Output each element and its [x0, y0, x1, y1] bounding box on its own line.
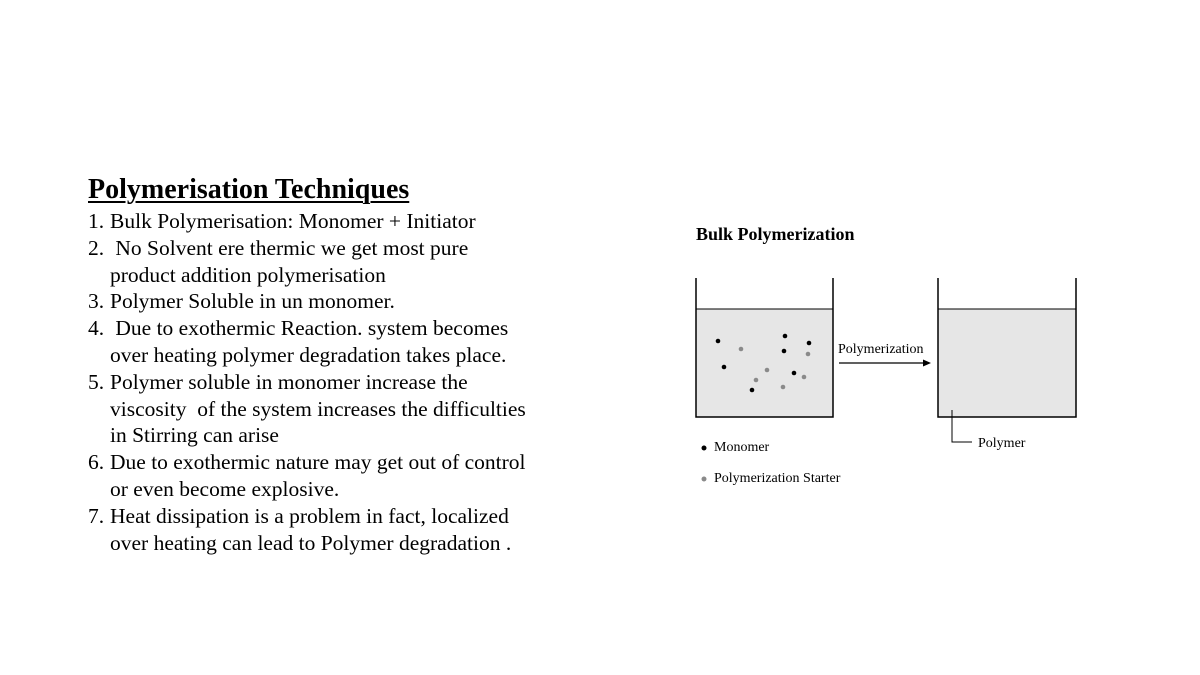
technique-list	[88, 208, 558, 556]
legend-monomer-label: Monomer	[714, 440, 770, 455]
item-text	[110, 315, 508, 369]
list-item	[88, 449, 558, 503]
item-number: 6.	[88, 450, 105, 475]
starter-dot	[754, 378, 759, 383]
monomer-dot	[722, 365, 727, 370]
item-line: over heating can lead to Polymer degradation .	[110, 530, 512, 555]
monomer-dot	[807, 341, 812, 346]
item-text	[110, 208, 476, 235]
item-number: 1.	[88, 209, 105, 233]
bulk-polymerization-diagram	[680, 220, 1100, 500]
item-number: 3.	[88, 289, 105, 314]
list-item	[88, 208, 558, 235]
legend-starter-marker	[702, 477, 707, 482]
list-item	[88, 369, 558, 449]
item-text	[110, 369, 526, 449]
item-text	[110, 235, 468, 289]
legend-starter-label: Polymerization Starter	[714, 471, 841, 486]
item-number: 2.	[88, 235, 105, 260]
starter-dot	[802, 375, 807, 380]
item-line: No Solvent ere thermic we get most pure	[110, 235, 469, 260]
item-line: Bulk Polymerisation: Monomer + Initiator	[110, 209, 476, 233]
monomer-dot	[716, 339, 721, 344]
starter-dot	[739, 347, 744, 352]
starter-dot	[806, 352, 811, 357]
list-item	[88, 288, 558, 315]
item-text	[110, 503, 511, 557]
diagram-graphic	[680, 220, 1100, 500]
arrow-label: Polymerization	[838, 342, 924, 357]
monomer-dot	[750, 388, 755, 393]
monomer-fill	[696, 309, 833, 417]
item-line: over heating polymer degradation takes place.	[110, 342, 507, 367]
item-line: Due to exothermic nature may get out of control	[110, 450, 526, 475]
item-line: Heat dissipation is a problem in fact, localized	[110, 503, 509, 528]
item-number: 5.	[88, 369, 105, 394]
legend-monomer-marker	[702, 446, 707, 451]
item-text	[110, 449, 526, 503]
arrow-head	[923, 360, 931, 367]
item-line: Due to exothermic Reaction. system becomes	[110, 316, 509, 341]
item-number: 4.	[88, 316, 105, 341]
item-line: Polymer soluble in monomer increase the	[110, 369, 468, 394]
item-line: in Stirring can arise	[110, 423, 279, 448]
item-line: viscosity of the system increases the difficulties	[110, 396, 526, 421]
list-item	[88, 235, 558, 289]
item-line: Polymer Soluble in un monomer.	[110, 289, 395, 314]
item-number: 7.	[88, 503, 105, 528]
list-item	[88, 315, 558, 369]
starter-dot	[765, 368, 770, 373]
diagram-title: Bulk Polymerization	[696, 224, 855, 244]
polymer-fill	[938, 309, 1076, 417]
item-text	[110, 288, 395, 315]
monomer-dot	[783, 334, 788, 339]
slide-title: Polymerisation Techniques	[88, 174, 410, 205]
list-item	[88, 503, 558, 557]
item-line: product addition polymerisation	[110, 262, 386, 287]
item-line: or even become explosive.	[110, 476, 340, 501]
polymer-label: Polymer	[978, 436, 1026, 451]
starter-dot	[781, 385, 786, 390]
monomer-dot	[782, 349, 787, 354]
monomer-dot	[792, 371, 797, 376]
